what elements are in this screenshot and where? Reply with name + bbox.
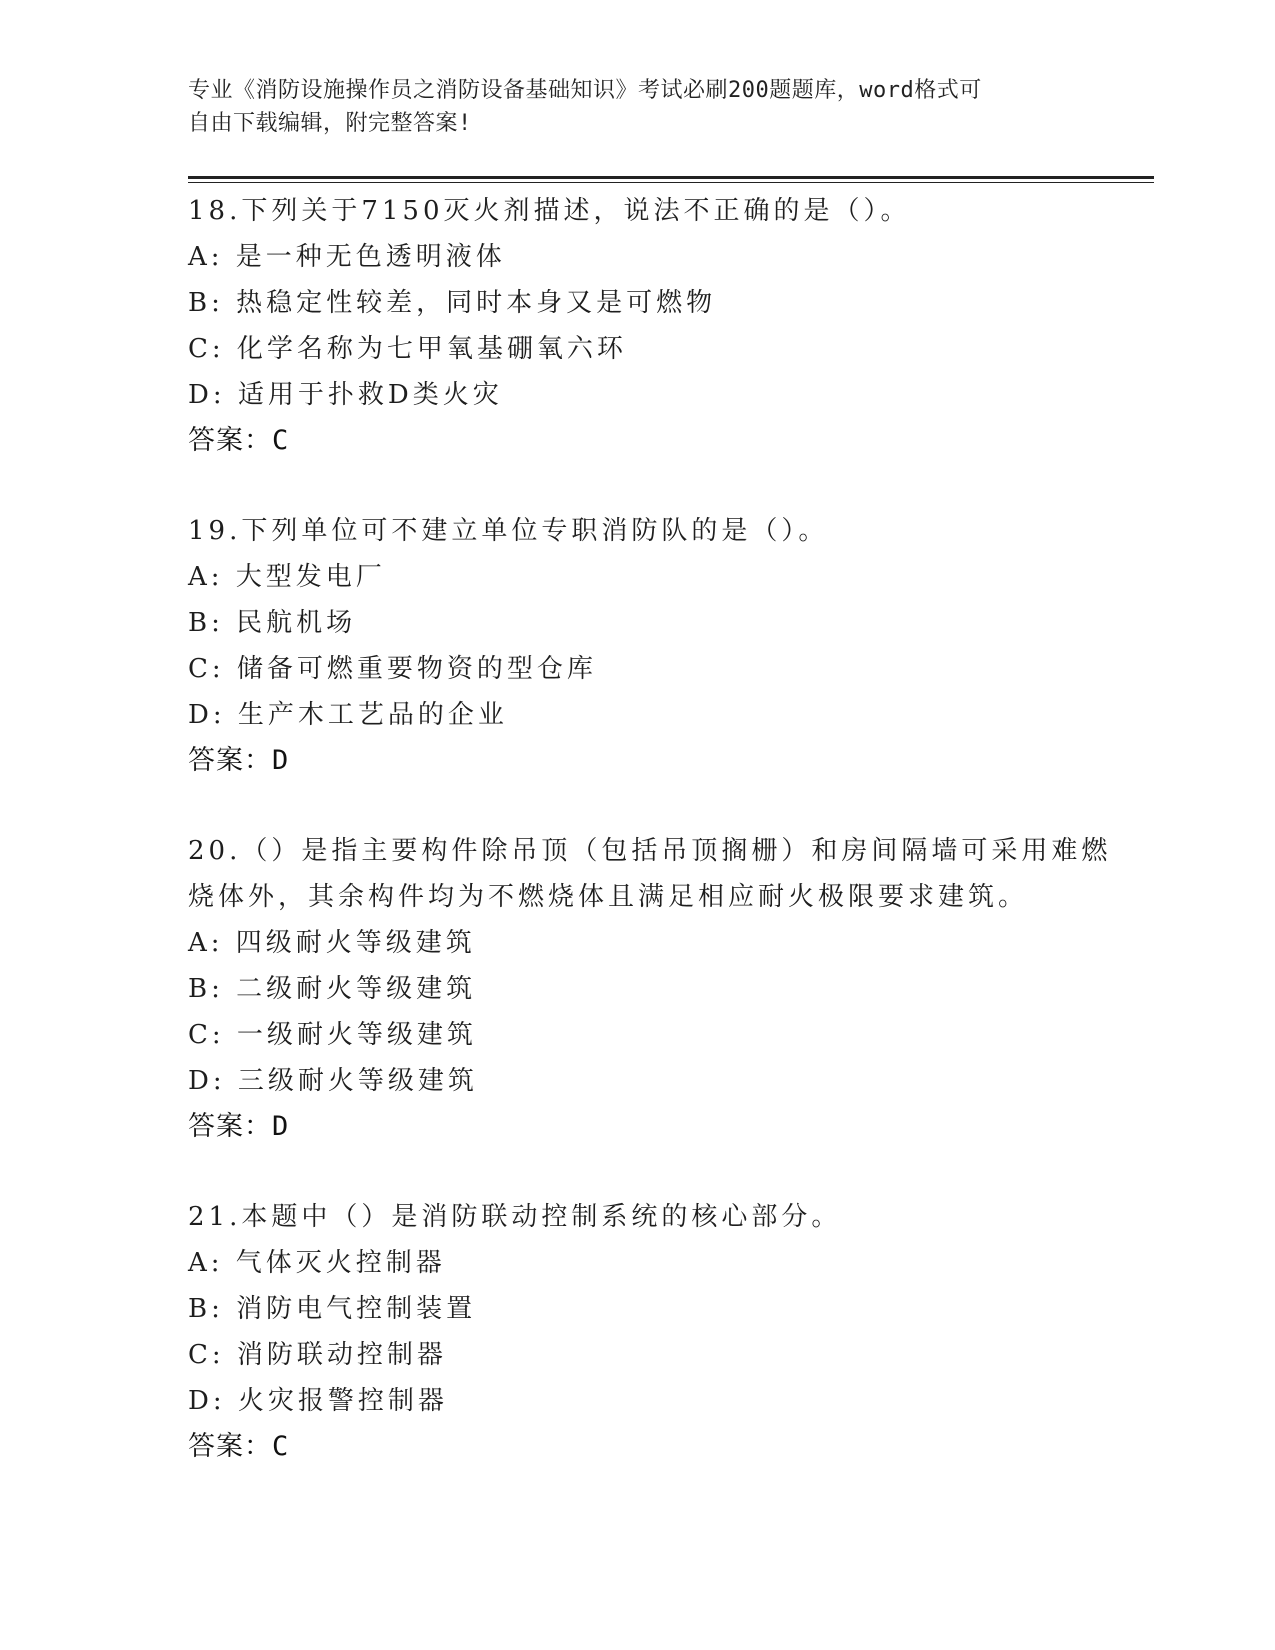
- header-divider-thick: [188, 176, 1154, 179]
- question-stem: 21.本题中（）是消防联动控制系统的核心部分。: [188, 1202, 842, 1232]
- question-block: [188, 828, 1112, 1150]
- option-b: B: 消防电气控制装置: [188, 1294, 477, 1324]
- question-stem-continued: 烧体外，其余构件均为不燃烧体且满足相应耐火极限要求建筑。: [188, 882, 1029, 912]
- answer-label: 答案：: [188, 425, 272, 456]
- question-block: [188, 188, 1088, 464]
- option-c: C: 一级耐火等级建筑: [188, 1020, 477, 1050]
- option-b: B: 热稳定性较差，同时本身又是可燃物: [188, 288, 717, 318]
- option-b: B: 二级耐火等级建筑: [188, 974, 477, 1004]
- option-c: C: 化学名称为七甲氧基硼氧六环: [188, 334, 627, 364]
- option-a: A: 四级耐火等级建筑: [188, 928, 476, 958]
- answer-label: 答案：: [188, 745, 272, 776]
- option-a: A: 气体灭火控制器: [188, 1248, 446, 1278]
- option-c: C: 消防联动控制器: [188, 1340, 447, 1370]
- answer-value: C: [272, 1431, 290, 1462]
- question-stem: 18.下列关于7150灭火剂描述，说法不正确的是（）。: [188, 196, 911, 226]
- question-stem: 19.下列单位可不建立单位专职消防队的是（）。: [188, 516, 829, 546]
- option-a: A: 是一种无色透明液体: [188, 242, 506, 272]
- answer-line: [188, 418, 1088, 464]
- answer-value: D: [272, 1111, 290, 1142]
- question-block: [188, 508, 1088, 784]
- answer-label: 答案：: [188, 1111, 272, 1142]
- document-header: [188, 74, 1088, 140]
- option-a: A: 大型发电厂: [188, 562, 386, 592]
- header-line-2: 自由下载编辑，附完整答案!: [188, 111, 472, 136]
- answer-value: C: [272, 425, 290, 456]
- answer-line: [188, 738, 1088, 784]
- header-line-1: 专业《消防设施操作员之消防设备基础知识》考试必刷200题题库，word格式可: [188, 78, 982, 103]
- option-d: D: 三级耐火等级建筑: [188, 1066, 478, 1096]
- option-d: D: 生产木工艺品的企业: [188, 700, 508, 730]
- option-d: D: 适用于扑救D类火灾: [188, 380, 503, 410]
- answer-line: [188, 1104, 1088, 1150]
- option-d: D: 火灾报警控制器: [188, 1386, 448, 1416]
- header-divider-thin: [188, 182, 1154, 183]
- question-block: [188, 1194, 1088, 1470]
- answer-label: 答案：: [188, 1431, 272, 1462]
- option-c: C: 储备可燃重要物资的型仓库: [188, 654, 597, 684]
- option-b: B: 民航机场: [188, 608, 357, 638]
- answer-value: D: [272, 745, 290, 776]
- question-list: [188, 188, 1112, 1514]
- question-stem: 20.（）是指主要构件除吊顶（包括吊顶搁栅）和房间隔墙可采用难燃: [188, 836, 1112, 866]
- answer-line: [188, 1424, 1088, 1470]
